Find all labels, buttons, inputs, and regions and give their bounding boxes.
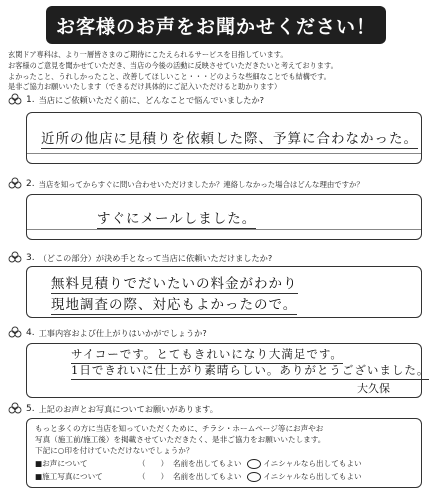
- name-ok-checkbox[interactable]: （ ）: [137, 472, 169, 481]
- flower-icon: [8, 93, 22, 107]
- flower-icon: [8, 326, 22, 340]
- permission-line: 下記に○印を付けていただけないでしょうか？: [35, 446, 194, 455]
- intro-line: よかったこと、うれしかったこと、改善してほしいこと・・・どのような些細なことでも結構です。: [8, 71, 331, 81]
- page-title: お客様のお声をお聞かせください！: [46, 6, 386, 44]
- option-initials-ok: イニシャルなら出してもよい: [263, 459, 362, 468]
- option-initials-ok: イニシャルなら出してもよい: [263, 472, 362, 481]
- option-name-ok: 名前を出してもよい: [173, 459, 242, 468]
- intro-line: 是非ご協力お願いいたします（できるだけ具体的にご記入いただけると助かります）: [8, 82, 282, 92]
- question-text: 上記のお声とお写真についてお願いがあります。: [38, 403, 218, 414]
- answer-line: すぐにメールしました。: [97, 207, 256, 229]
- voice-permission-row: [35, 458, 413, 469]
- answer-line: 1日できれいに仕上がり素晴らしい。ありがとうございました。: [71, 362, 429, 380]
- answer-box-2: [26, 194, 422, 240]
- question-text: （どこの部分）が決め手となって当店に依頼いただけましたか?: [38, 252, 273, 263]
- signature: 大久保: [357, 382, 390, 395]
- option-name-ok: 名前を出してもよい: [173, 472, 242, 481]
- ruled-line: [27, 229, 421, 230]
- question-number: 4.: [26, 328, 35, 338]
- question-4: [8, 325, 207, 341]
- question-1: [8, 92, 264, 108]
- question-2: [8, 176, 364, 192]
- answer-line: サイコーです。とてもきれいになり大満足です。: [71, 346, 343, 364]
- flower-icon: [8, 251, 22, 265]
- name-ok-checkbox[interactable]: （ ）: [137, 459, 169, 468]
- answer-line: 現地調査の際、対応もよかったので。: [51, 293, 297, 315]
- question-number: 5.: [26, 404, 35, 414]
- ruled-line: [27, 153, 421, 154]
- permission-box: [26, 418, 422, 488]
- permission-text: [35, 423, 413, 456]
- initials-selected-mark[interactable]: [247, 472, 261, 482]
- question-number: 2.: [26, 179, 35, 189]
- answer-box-1: [26, 112, 422, 164]
- permission-line: 写真（施工前/施工後）を掲載させていただきたく、是非ご協力をお願いいたします。: [35, 435, 326, 444]
- question-text: 当店にご依頼いただく前に、どんなことで悩んでいましたか?: [38, 94, 265, 105]
- photo-permission-row: [35, 471, 413, 482]
- question-number: 1.: [26, 95, 35, 105]
- initials-selected-mark[interactable]: [247, 459, 261, 469]
- row-label: ■お声について: [35, 459, 88, 468]
- answer-line: 近所の他店に見積りを依頼した際、予算に合わなかった。: [41, 127, 418, 149]
- question-text: 当店を知ってからすぐに問い合わせいただけましたか？連絡しなかった場合はどんな理由ですか？: [38, 179, 364, 189]
- answer-box-4: [26, 343, 430, 398]
- intro-line: 玄関ドア専科は、より一層皆さまのご期待にこたえられるサービスを目指しています。: [8, 50, 288, 59]
- intro-text: [8, 50, 424, 93]
- answer-line: 無料見積りでだいたいの料金がわかり: [51, 272, 298, 294]
- question-5: [8, 401, 218, 417]
- question-3: [8, 250, 272, 266]
- permission-line: もっと多くの方に当店を知っていただくために、チラシ・ホームページ等にお声やお: [35, 424, 324, 433]
- flower-icon: [8, 177, 22, 191]
- flower-icon: [8, 402, 22, 416]
- row-label: ■施工写真について: [35, 472, 103, 481]
- question-text: 工事内容および仕上がりはいかがでしょうか?: [38, 327, 207, 338]
- question-number: 3.: [26, 253, 35, 263]
- answer-box-3: [26, 266, 422, 318]
- intro-line: お客様のご意見を聞かせていただき、当店の今後の活動に反映させていただきたいと考えております。: [8, 60, 338, 70]
